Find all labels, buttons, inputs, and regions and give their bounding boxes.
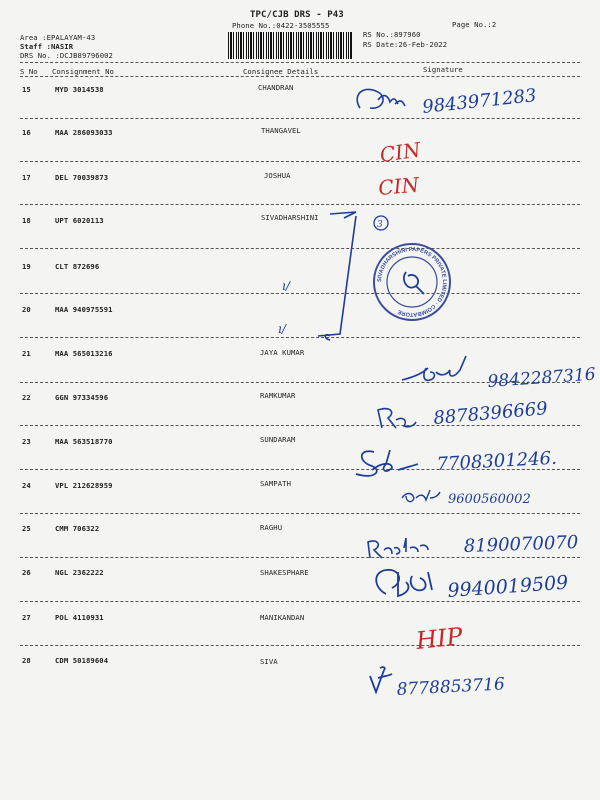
- row-sno: 15: [22, 85, 31, 94]
- row-consignee: RAMKUMAR: [260, 391, 296, 400]
- circled-number: [374, 216, 388, 230]
- row-divider: [20, 425, 580, 426]
- row-divider: [20, 557, 580, 558]
- row-consignment: UPT 6020113: [55, 216, 104, 225]
- row-consignment: CMM 706322: [55, 524, 100, 533]
- row-sno: 24: [22, 481, 31, 490]
- row-divider: [20, 118, 580, 119]
- row-consignee: JOSHUA: [264, 171, 291, 180]
- row-consignment: GGN 97334596: [55, 393, 109, 402]
- col-signature: Signature: [423, 65, 463, 74]
- row-sno: 19: [22, 262, 31, 271]
- ditto-mark: ı/: [278, 322, 286, 336]
- signature-scribble: [376, 570, 432, 596]
- area-label: Area :EPALAYAM-43: [20, 33, 96, 42]
- signature-scribble: [368, 538, 428, 558]
- row-consignment: CDM 50189604: [55, 656, 109, 665]
- row-sno: 22: [22, 393, 31, 402]
- staff-label: Staff :NASIR: [20, 42, 74, 51]
- row-divider: [20, 293, 580, 294]
- row-consignment: VPL 212628959: [55, 481, 113, 490]
- row-consignment: MYD 3014538: [55, 85, 104, 94]
- row-sno: 16: [22, 128, 31, 137]
- circled-number-text: 3: [377, 220, 383, 230]
- row-sno: 23: [22, 437, 31, 446]
- ditto-mark: ı/: [282, 279, 290, 293]
- hip-note: HIP: [414, 622, 464, 655]
- row-sno: 17: [22, 173, 31, 182]
- signature-scribble: [370, 667, 392, 692]
- divider: [20, 62, 580, 63]
- sheet-title: TPC/CJB DRS - P43: [250, 10, 344, 20]
- row-consignee: SIVADHARSHINI: [261, 213, 319, 222]
- col-consignee: Consignee Details: [243, 67, 319, 76]
- row-divider: [20, 382, 580, 383]
- row-consignment: POL 4110931: [55, 613, 104, 622]
- row-consignee: CHANDRAN: [258, 83, 294, 92]
- col-sno: S No: [20, 67, 38, 76]
- row-consignee: MANIKANDAN: [260, 613, 305, 622]
- row-consignee: JAYA KUMAR: [260, 348, 305, 357]
- cin-note: CIN: [377, 172, 420, 200]
- row-consignee: SHAKESPHARE: [260, 568, 309, 577]
- barcode: [228, 32, 352, 59]
- row-sno: 21: [22, 349, 31, 358]
- row-sno: 28: [22, 656, 31, 665]
- signature-scribble: [402, 356, 466, 380]
- row-consignment: MAA 565013216: [55, 349, 113, 358]
- phone-handwritten: 8190070070: [463, 532, 579, 557]
- phone-handwritten: 7708301246.: [436, 447, 558, 475]
- row-consignment: CLT 872696: [55, 262, 100, 271]
- phone-handwritten: 9842287316: [486, 364, 597, 392]
- rs-date: RS Date:26-Feb-2022: [363, 40, 448, 49]
- row-sno: 25: [22, 524, 31, 533]
- row-consignment: NGL 2362222: [55, 568, 104, 577]
- row-consignee: SAMPATH: [260, 479, 291, 488]
- row-divider: [20, 601, 580, 602]
- phone-handwritten: 8778853716: [396, 674, 506, 700]
- svg-text:SIVADHARSHINI PAPERS PRIVATE L: [377, 247, 447, 317]
- row-sno: 26: [22, 568, 31, 577]
- row-consignment: MAA 563518770: [55, 437, 113, 446]
- stamp-lettering: SIVADHARSHINI PAPERS PRIVATE LIMITED · COIMBATORE: [376, 246, 448, 318]
- row-divider: [20, 513, 580, 514]
- phone-handwritten: 9600560002: [448, 492, 531, 507]
- signature-scribble: [356, 450, 418, 476]
- row-consignment: DEL 70039873: [55, 173, 109, 182]
- phone-handwritten: 8878396669: [432, 398, 549, 429]
- drs-number: DRS No. :DCJB89796002: [20, 51, 113, 60]
- cin-note: CIN: [378, 137, 423, 167]
- signature-scribble: [402, 490, 440, 502]
- row-divider: [20, 204, 580, 205]
- row-consignee: SIVA: [260, 657, 278, 666]
- phone-handwritten: 9843971283: [421, 85, 538, 118]
- row-sno: 20: [22, 305, 31, 314]
- col-consignment: Consignment No: [52, 67, 114, 76]
- rs-number: RS No.:897960: [363, 30, 421, 39]
- row-sno: 18: [22, 216, 31, 225]
- row-consignee: THANGAVEL: [261, 126, 301, 135]
- bracket-stroke: [318, 212, 356, 340]
- signature-scribble: [357, 89, 405, 108]
- phone-handwritten: 9940019509: [446, 571, 569, 602]
- row-divider: [20, 645, 580, 646]
- divider: [20, 76, 580, 77]
- row-divider: [20, 337, 580, 338]
- row-consignee: RAGHU: [260, 523, 283, 532]
- row-consignment: MAA 940975591: [55, 305, 113, 314]
- row-divider: [20, 469, 580, 470]
- phone-number: Phone No.:0422-3505555: [232, 21, 330, 30]
- row-consignment: MAA 286093033: [55, 128, 113, 137]
- row-divider: [20, 161, 580, 162]
- row-sno: 27: [22, 613, 31, 622]
- row-divider: [20, 248, 580, 249]
- company-stamp: [374, 244, 450, 320]
- row-consignee: SUNDARAM: [260, 435, 296, 444]
- page-number: Page No.:2: [452, 20, 497, 29]
